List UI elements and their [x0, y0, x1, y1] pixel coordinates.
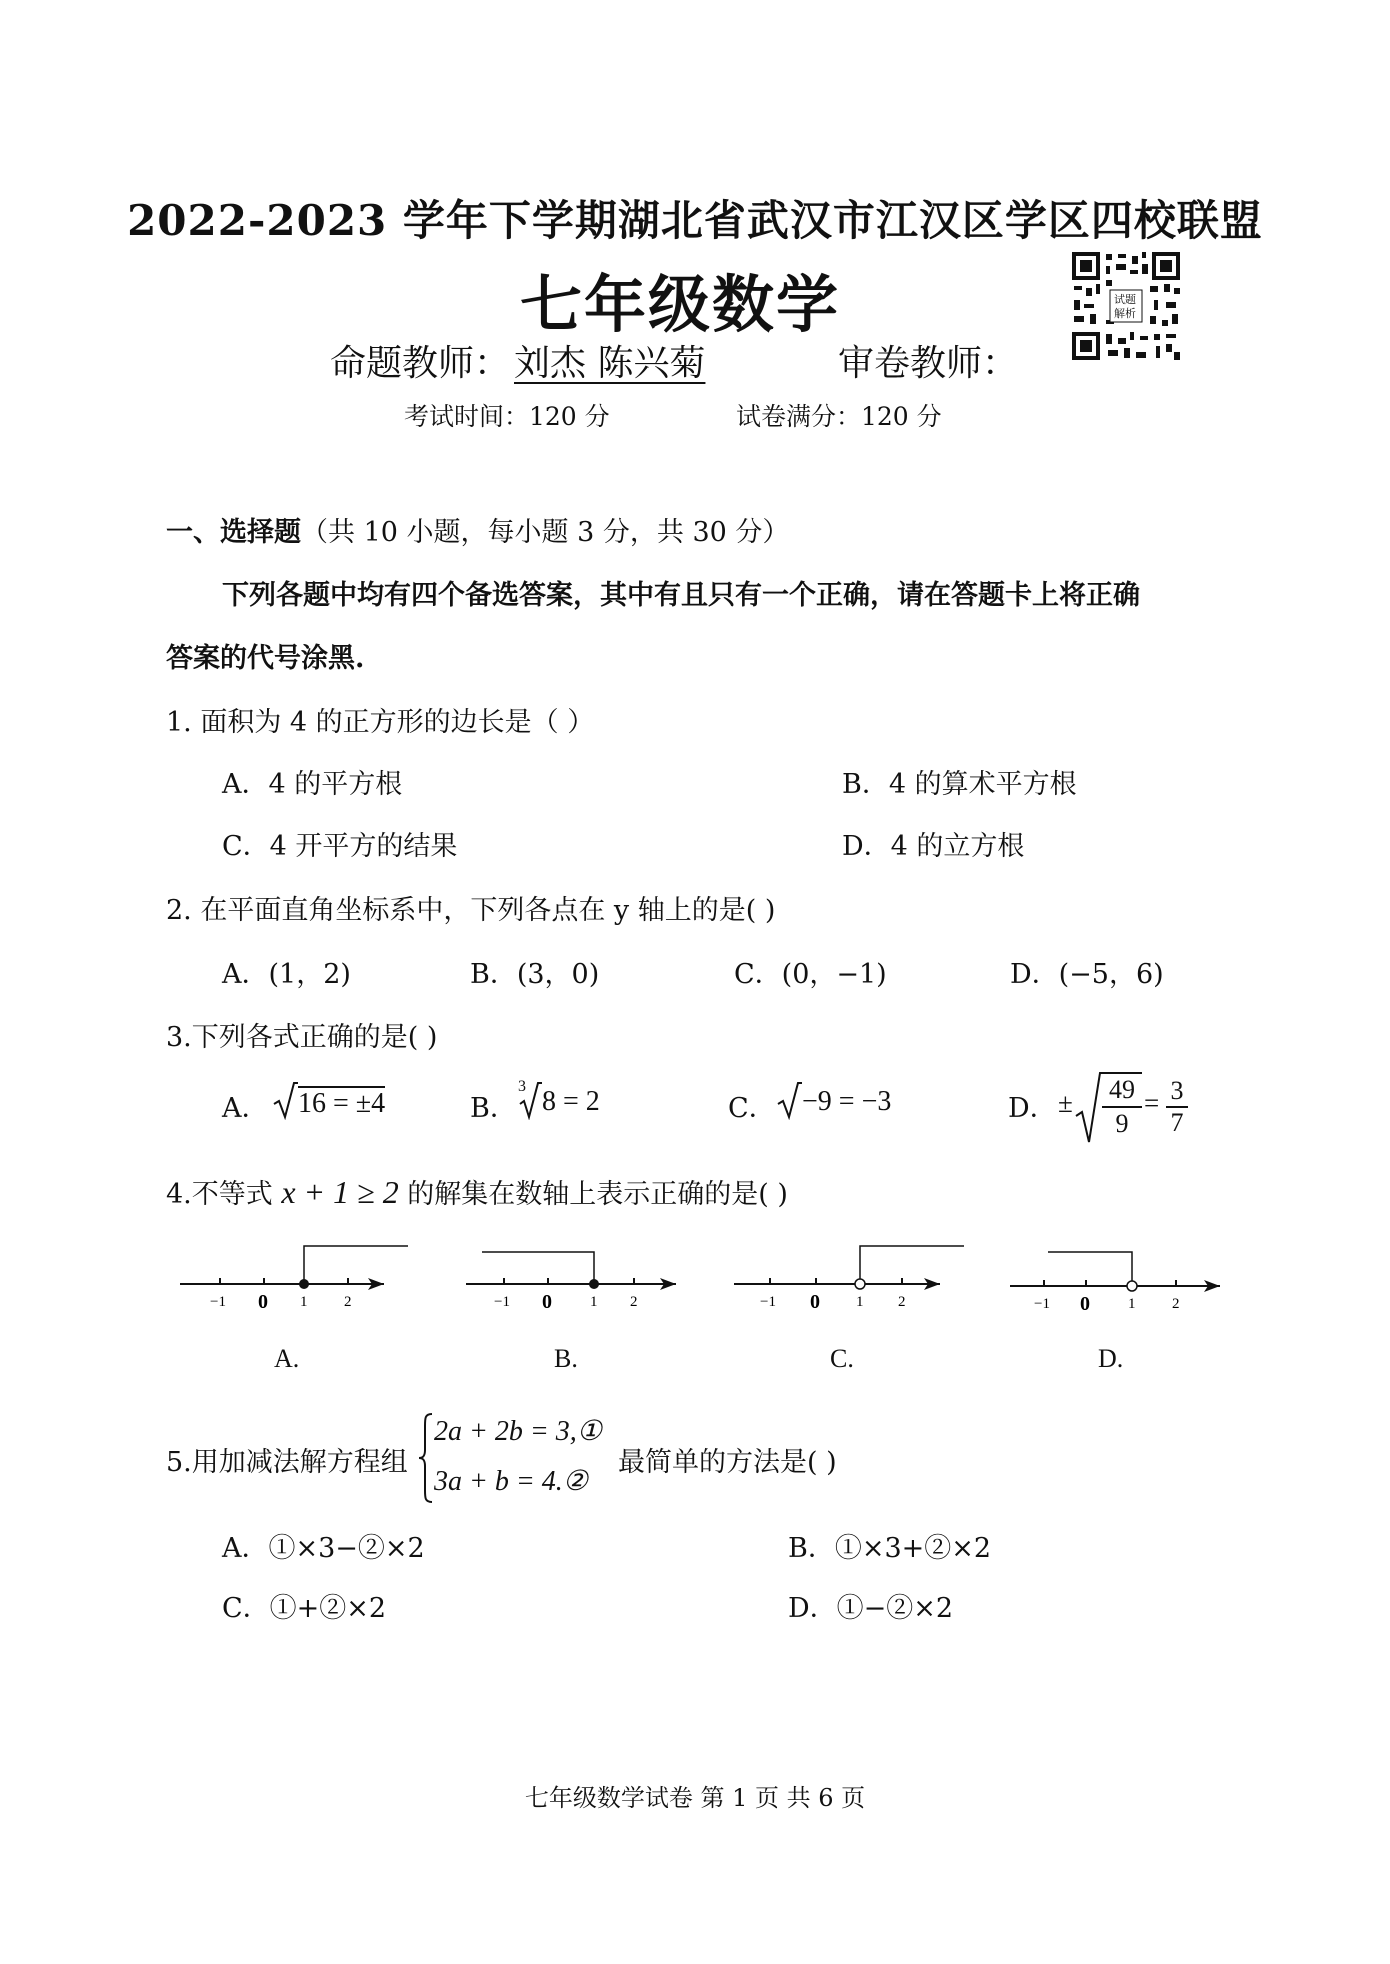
q4-number-line-c — [730, 1240, 970, 1314]
q4d-tick-1: 1 — [1128, 1296, 1136, 1310]
q4-stem — [166, 1172, 788, 1211]
q1-stem: 1. 面积为 4 的正方形的边长是（ ） — [166, 707, 595, 738]
q4c-tick-0: 0 — [810, 1291, 820, 1310]
reviewer-label: 审卷教师： — [838, 343, 1019, 384]
q1-option-a: A．4 的平方根 — [222, 769, 403, 800]
q3-option-a-expr: 16 = ±4 — [298, 1088, 386, 1119]
q4c-tick-m1: −1 — [760, 1294, 776, 1310]
q5-equation-1: 2a + 2b = 3,① — [434, 1416, 602, 1447]
q4d-tick-m1: −1 — [1034, 1296, 1050, 1310]
q1-option-c: C．4 开平方的结果 — [222, 831, 458, 862]
q3-option-d-eq: = — [1144, 1088, 1160, 1118]
instruction-line-1: 下列各题中均有四个备选答案，其中有且只有一个正确，请在答题卡上将正确 — [222, 580, 1140, 611]
setter-names: 刘杰 陈兴菊 — [514, 343, 706, 384]
exam-time: 考试时间：120 分 — [404, 402, 610, 431]
q2-option-a: A．(1，2) — [222, 959, 351, 990]
section-heading — [166, 510, 789, 549]
q3-option-d-radical — [1074, 1070, 1104, 1150]
q4c-tick-1: 1 — [856, 1294, 864, 1310]
q3-option-d-rnum: 3 — [1170, 1076, 1184, 1105]
q5-stem-pre: 5.用加减法解方程组 — [166, 1447, 408, 1478]
q3-option-d-result — [1166, 1076, 1188, 1138]
q3-option-d-den: 9 — [1115, 1109, 1129, 1138]
q3-option-d-pm: ± — [1058, 1088, 1073, 1118]
section-heading-rest: （共 10 小题，每小题 3 分，共 30 分） — [301, 517, 790, 548]
qr-code — [1070, 250, 1182, 362]
q5-option-d: D．①−②×2 — [788, 1593, 954, 1624]
q2-option-d: D．(−5，6) — [1010, 959, 1164, 990]
q2-stem: 2. 在平面直角坐标系中，下列各点在 y 轴上的是( ) — [166, 895, 776, 926]
q3-option-b-expr: 8 = 2 — [542, 1086, 600, 1117]
q4b-tick-1: 1 — [590, 1294, 598, 1310]
q4d-tick-2: 2 — [1172, 1296, 1180, 1310]
exam-subject: 七年级数学 — [519, 268, 840, 341]
q4d-tick-0: 0 — [1080, 1293, 1090, 1310]
q1-option-d: D．4 的立方根 — [842, 831, 1025, 862]
q4-option-a-label: A. — [274, 1344, 300, 1373]
q3-stem: 3.下列各式正确的是( ) — [166, 1022, 438, 1053]
q2-option-b: B．(3，0) — [470, 959, 600, 990]
q4b-tick-m1: −1 — [494, 1294, 510, 1310]
q3-option-d-rden: 7 — [1170, 1108, 1184, 1137]
q3-option-d-num: 49 — [1109, 1075, 1135, 1104]
full-score: 试卷满分：120 分 — [736, 402, 942, 431]
q5-option-a: A．①×3−②×2 — [222, 1533, 425, 1564]
q4-number-line-b — [462, 1240, 682, 1314]
q4b-tick-2: 2 — [630, 1294, 638, 1310]
q3-option-c-label: C． — [728, 1093, 776, 1124]
q4c-tick-2: 2 — [898, 1294, 906, 1310]
section-heading-bold: 一、选择题 — [166, 517, 301, 548]
q4-option-b-label: B. — [554, 1344, 578, 1373]
page-footer: 七年级数学试卷 第 1 页 共 6 页 — [524, 1784, 866, 1812]
q4a-tick-0: 0 — [258, 1291, 268, 1310]
q3-option-a-radical — [272, 1080, 298, 1124]
q3-option-b-label: B． — [470, 1093, 517, 1124]
q4-stem-post: 的解集在数轴上表示正确的是( ) — [398, 1179, 788, 1210]
q4a-tick-1: 1 — [300, 1294, 308, 1310]
instruction-line-2: 答案的代号涂黑. — [166, 643, 365, 674]
q3-option-c-radical — [776, 1080, 802, 1124]
q5-option-c: C．①+②×2 — [222, 1593, 387, 1624]
q4-number-line-d — [1006, 1240, 1226, 1314]
q4-option-c-label: C. — [830, 1344, 854, 1373]
q3-option-c-expr: −9 = −3 — [802, 1086, 892, 1117]
q4-inequality: x + 1 ≥ 2 — [281, 1174, 399, 1210]
qr-caption-1: 试题 — [1114, 293, 1136, 306]
q3-option-b-index: 3 — [518, 1078, 526, 1095]
q3-option-d-label: D． — [1008, 1093, 1057, 1124]
q4a-tick-2: 2 — [344, 1294, 352, 1310]
q5-option-b: B．①×3+②×2 — [788, 1533, 992, 1564]
setter-label: 命题教师： — [330, 343, 511, 384]
q2-option-c: C．(0，−1) — [734, 959, 887, 990]
q3-option-b-radical — [516, 1080, 542, 1124]
q5-equation-2: 3a + b = 4.② — [434, 1466, 588, 1497]
exam-title: 2022-2023 学年下学期湖北省武汉市江汉区学区四校联盟 — [127, 196, 1263, 245]
qr-caption-2: 解析 — [1114, 307, 1136, 320]
q3-option-a-label: A． — [222, 1093, 269, 1124]
q4b-tick-0: 0 — [542, 1291, 552, 1310]
q1-option-b: B．4 的算术平方根 — [842, 769, 1077, 800]
q3-option-d-fraction — [1102, 1072, 1142, 1140]
q5-stem-post: 最简单的方法是( ) — [618, 1447, 837, 1478]
q5-brace — [418, 1412, 434, 1508]
q4-option-d-label: D. — [1098, 1344, 1124, 1373]
q4-number-line-a — [176, 1240, 416, 1314]
q4a-tick-m1: −1 — [210, 1294, 226, 1310]
q4-stem-pre: 4.不等式 — [166, 1179, 282, 1210]
